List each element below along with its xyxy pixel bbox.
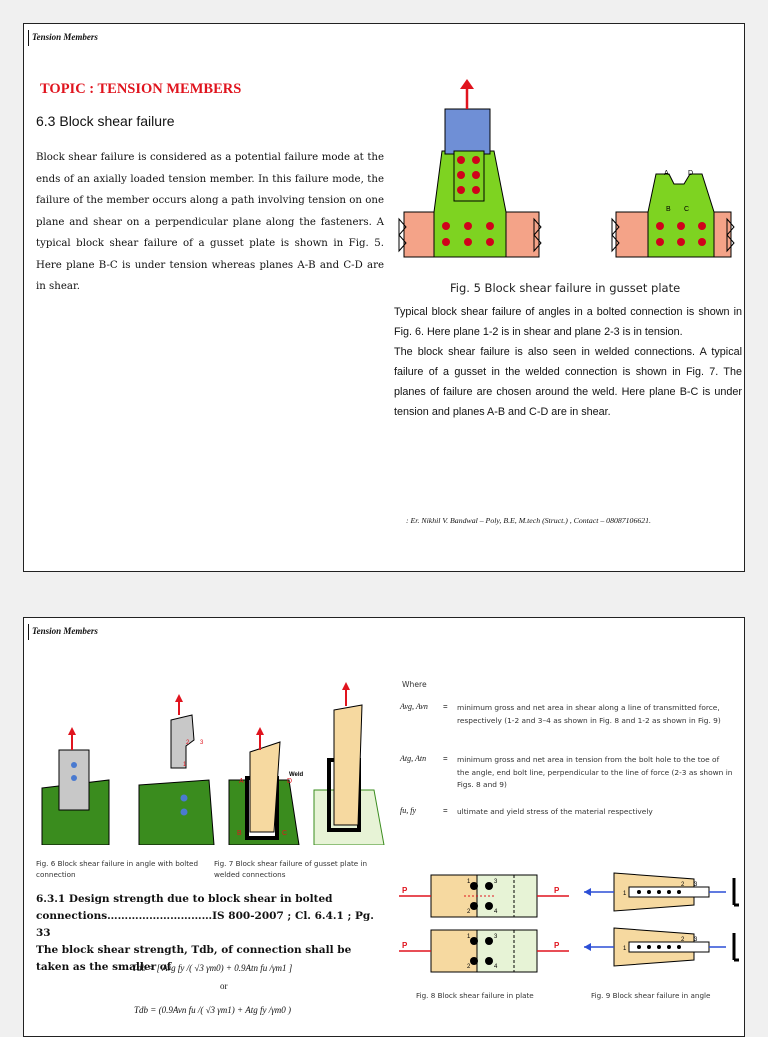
- fig5-label-d: D: [688, 170, 694, 177]
- where-symbol: Avg, Avn: [400, 702, 428, 711]
- fig8-num: 4: [494, 909, 498, 915]
- fig8-num: 1: [467, 934, 471, 940]
- fig8-p-label: P: [402, 886, 408, 895]
- fig9-num: 3: [694, 882, 698, 888]
- fig8-num: 2: [467, 909, 471, 915]
- where-equals: =: [443, 702, 448, 711]
- fig9-num: 2: [681, 937, 685, 943]
- fig6-gusset-2: [139, 780, 214, 845]
- fig7-caption: Fig. 7 Block shear failure of gusset plate in welded connections: [214, 859, 368, 879]
- running-header: Tension Members: [32, 32, 98, 42]
- fig7-label-a: A: [239, 778, 244, 785]
- angle-paragraph-b: The block shear failure is also seen in welded connections. A typical failure of a gusset in the welded connection is shown in Fig. 7. The planes of failure are chosen around the weld. Here plane B-C is under tension and planes A-B and C-D are in shear.: [394, 346, 742, 418]
- fig5-label-c: C: [684, 206, 690, 213]
- fig8-plate-right-2: [477, 930, 537, 972]
- fig8-num: 4: [494, 964, 498, 970]
- fig5-label-b: B: [666, 206, 671, 213]
- where-label: Where: [402, 680, 427, 689]
- intro-paragraph: Block shear failure is considered as a potential failure mode at the ends of an axially loaded tension member. In this failure mode, the failure of the member occurs along a path involving tension on one plane and shear on a perpendicular plane along the fasteners. A typical block shear failure of a gusset plate is shown in Fig. 5. Here plane B-C is under tension whereas planes A-B and C-D are in shear.: [36, 152, 384, 292]
- fig6-bolt: [181, 795, 188, 802]
- running-header: Tension Members: [32, 626, 98, 636]
- fig8-p-label: P: [402, 941, 408, 950]
- fig7-label-d: D: [287, 778, 293, 785]
- fig6-arrow-icon-1: [68, 727, 76, 735]
- fig8-fig9-diagram: [394, 843, 739, 993]
- fig9-num: 1: [623, 946, 627, 952]
- slide-1: [23, 23, 745, 572]
- fig8-num: 2: [467, 964, 471, 970]
- fig5-label-a: A: [664, 170, 669, 177]
- where-description: ultimate and yield stress of the material respectively: [457, 807, 653, 816]
- header-rule: [28, 624, 29, 640]
- fig5-diagram: [394, 79, 744, 279]
- formula-1: Tdb = [ Avg fy /( √3 γm0) + 0.9Atn fu /γm1 ]: [132, 963, 293, 973]
- fig7-arrow-icon-1: [256, 727, 264, 735]
- fig9-arrow-icon: [584, 888, 591, 896]
- topic-title: TOPIC : TENSION MEMBERS: [40, 81, 242, 97]
- fig6-label-1: 1: [183, 762, 187, 768]
- fig8-num: 3: [494, 934, 498, 940]
- fig7-label-c: C: [282, 830, 288, 837]
- fig6-bolt: [71, 762, 77, 768]
- fig9-caption: Fig. 9 Block shear failure in angle: [591, 991, 711, 1000]
- fig6-caption: Fig. 6 Block shear failure in angle with bolted connection: [36, 859, 199, 879]
- fig9-num: 3: [694, 937, 698, 943]
- fig6-label-3: 3: [200, 740, 204, 746]
- fig9-arrow-icon-2: [584, 943, 591, 951]
- fig8-num: 3: [494, 879, 498, 885]
- where-equals: =: [443, 754, 448, 763]
- fig8-p-label: P: [554, 941, 560, 950]
- fig5-caption: Fig. 5 Block shear failure in gusset plate: [450, 281, 681, 295]
- fig6-angle-2: [171, 715, 194, 768]
- fig5-member: [445, 109, 490, 154]
- where-description: minimum gross and net area in shear along a line of transmitted force, respectively (1-2 and 3–4 as shown in Fig. 8 and 1-2 as shown in Fig. 9): [457, 703, 721, 725]
- where-description: minimum gross and net area in tension from the bolt hole to the toe of the angle, end bolt line, perpendicular to the line of force (2-3 as shown in Figs. 8 and 9): [457, 755, 733, 789]
- fig6-arrow-icon-2: [175, 694, 183, 702]
- fig8-num: 1: [467, 879, 471, 885]
- section-6-3-1-title: 6.3.1 Design strength due to block shear in bolted connections…………………………IS 800-2007 ; Cl. 6.4.1 ; Pg. 33: [36, 893, 374, 939]
- where-equals: =: [443, 806, 448, 815]
- where-symbol: Atg, Atn: [400, 754, 427, 763]
- header-rule: [28, 30, 29, 46]
- fig6-label-2: 2: [186, 740, 190, 746]
- fig7-arrow-icon-2: [342, 682, 350, 690]
- formula-or: or: [220, 981, 228, 991]
- fig9-num: 1: [623, 891, 627, 897]
- fig8-p-label: P: [554, 886, 560, 895]
- fig9-num: 2: [681, 882, 685, 888]
- fig6-fig7-diagram: [34, 670, 389, 845]
- angle-paragraph: [394, 302, 742, 422]
- section-6-3-1-text: The block shear strength, Tdb, of connection shall be taken as the smaller of: [36, 944, 352, 973]
- section-heading: 6.3 Block shear failure: [36, 113, 175, 129]
- angle-paragraph-a: Typical block shear failure of angles in a bolted connection is shown in Fig. 6. Here plane 1-2 is in shear and plane 2-3 is in tension.: [394, 306, 742, 338]
- fig8-caption: Fig. 8 Block shear failure in plate: [416, 991, 534, 1000]
- fig7-label-b: B: [237, 830, 242, 837]
- fig5-arrow-icon: [460, 79, 474, 89]
- slide-2: [23, 617, 745, 1037]
- fig7-member-2: [334, 705, 362, 825]
- fig6-bolt: [181, 809, 188, 816]
- fig6-bolt: [71, 775, 77, 781]
- fig7-weld-label: Weld: [289, 772, 304, 778]
- author-credit: : Er. Nikhil V. Bandwal – Poly, B.E, M.tech (Struct.) , Contact – 08087106621.: [406, 516, 651, 525]
- formula-2: Tdb = (0.9Avn fu /( √3 γm1) + Atg fy /γm0 ): [134, 1005, 291, 1015]
- where-symbol: fu, fy: [400, 806, 416, 815]
